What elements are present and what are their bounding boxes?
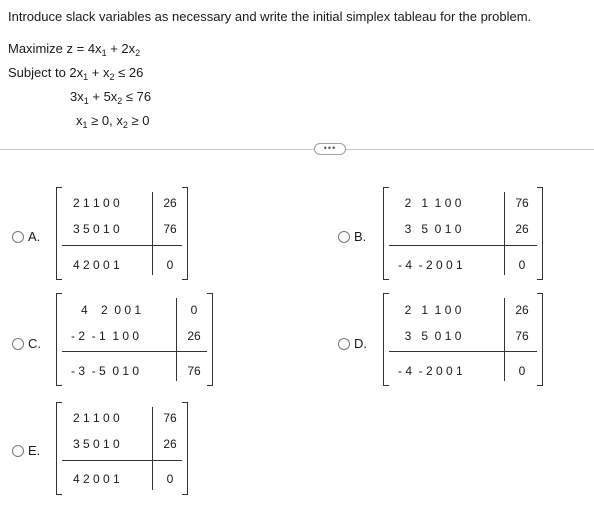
tableau-c	[56, 293, 213, 386]
radio-button-icon[interactable]	[338, 338, 350, 350]
tableau-row: 3 5 0 1 0	[73, 437, 120, 451]
subscript: 2	[122, 120, 128, 130]
left-bracket	[383, 293, 389, 386]
rhs-value: 0	[190, 303, 198, 317]
left-bracket	[56, 293, 62, 386]
subscript: 2	[109, 72, 115, 82]
constraint-suffix: ≤ 76	[122, 89, 152, 104]
tableau-divider	[176, 298, 177, 381]
rhs-value: 0	[166, 258, 174, 272]
tableau-row: - 4 - 2 0 0 1	[398, 364, 463, 378]
constraint-mid: ≥ 0, x	[87, 113, 123, 128]
subscript: 2	[117, 96, 123, 106]
left-bracket	[383, 187, 389, 280]
rhs-value: 0	[518, 364, 526, 378]
tableau-row: - 4 - 2 0 0 1	[398, 258, 463, 272]
constraint-2	[8, 87, 151, 111]
radio-button-icon[interactable]	[12, 445, 24, 457]
option-label: C.	[28, 336, 41, 351]
tableau-divider	[152, 407, 153, 490]
constraint-mid: + 5x	[88, 89, 118, 104]
tableau-divider	[504, 298, 505, 381]
question-text: Introduce slack variables as necessary and write the initial simplex tableau for the problem.	[8, 9, 532, 24]
objective-divider	[62, 351, 207, 352]
constraint-1	[8, 63, 151, 87]
rhs-value: 26	[163, 437, 177, 451]
option-label: A.	[28, 229, 41, 244]
right-bracket	[537, 293, 543, 386]
option-e[interactable]	[12, 443, 40, 458]
subscript: 1	[83, 96, 89, 106]
right-bracket	[537, 187, 543, 280]
section-divider	[0, 149, 594, 150]
subscript: 1	[82, 120, 88, 130]
rhs-value: 26	[187, 329, 201, 343]
tableau-a	[56, 187, 188, 280]
left-bracket	[56, 187, 62, 280]
constraint-suffix: ≤ 26	[114, 65, 144, 80]
rhs-value: 76	[163, 411, 177, 425]
tableau-b	[383, 187, 543, 280]
rhs-value: 26	[515, 303, 529, 317]
more-button[interactable]: •••	[314, 143, 346, 155]
tableau-row: 3 5 0 1 0	[398, 329, 462, 343]
subscript: 1	[101, 48, 107, 58]
constraint-prefix: Subject to 2x	[8, 65, 84, 80]
rhs-value: 0	[518, 258, 526, 272]
objective-mid: + 2x	[106, 41, 136, 56]
objective-divider	[62, 245, 182, 246]
left-bracket	[56, 402, 62, 495]
tableau-row: 3 5 0 1 0	[73, 222, 120, 236]
tableau-row: 4 2 0 0 1	[73, 258, 120, 272]
objective-line	[8, 39, 151, 63]
option-label: B.	[354, 229, 367, 244]
constraint-prefix: 3x	[70, 89, 84, 104]
tableau-row: - 3 - 5 0 1 0	[71, 364, 140, 378]
option-c[interactable]	[12, 336, 41, 351]
rhs-value: 26	[163, 196, 177, 210]
tableau-row: 4 2 0 0 1	[71, 303, 142, 317]
tableau-row: 3 5 0 1 0	[398, 222, 462, 236]
tableau-row: 2 1 1 0 0	[398, 196, 462, 210]
radio-button-icon[interactable]	[12, 231, 24, 243]
option-b[interactable]	[338, 229, 366, 244]
option-a[interactable]	[12, 229, 40, 244]
tableau-divider	[504, 192, 505, 275]
rhs-value: 26	[515, 222, 529, 236]
tableau-divider	[152, 192, 153, 275]
rhs-value: 76	[163, 222, 177, 236]
objective-prefix: Maximize z = 4x	[8, 41, 102, 56]
subscript: 2	[135, 48, 141, 58]
radio-button-icon[interactable]	[12, 338, 24, 350]
rhs-value: 76	[187, 364, 201, 378]
rhs-value: 76	[515, 329, 529, 343]
objective-divider	[389, 245, 537, 246]
option-d[interactable]	[338, 336, 367, 351]
problem-statement	[8, 39, 151, 135]
tableau-e	[56, 402, 188, 495]
tableau-d	[383, 293, 543, 386]
objective-divider	[62, 460, 182, 461]
tableau-row: 2 1 1 0 0	[398, 303, 462, 317]
constraint-prefix: x	[76, 113, 83, 128]
nonnegativity-constraint	[8, 111, 151, 135]
constraint-mid: + x	[88, 65, 110, 80]
radio-button-icon[interactable]	[338, 231, 350, 243]
option-label: E.	[28, 443, 41, 458]
tableau-row: 4 2 0 0 1	[73, 472, 120, 486]
option-label: D.	[354, 336, 367, 351]
constraint-suffix: ≥ 0	[127, 113, 150, 128]
tableau-row: 2 1 1 0 0	[73, 196, 120, 210]
tableau-row: - 2 - 1 1 0 0	[71, 329, 140, 343]
rhs-value: 76	[515, 196, 529, 210]
subscript: 1	[83, 72, 89, 82]
objective-divider	[389, 351, 537, 352]
tableau-row: 2 1 1 0 0	[73, 411, 120, 425]
rhs-value: 0	[166, 472, 174, 486]
